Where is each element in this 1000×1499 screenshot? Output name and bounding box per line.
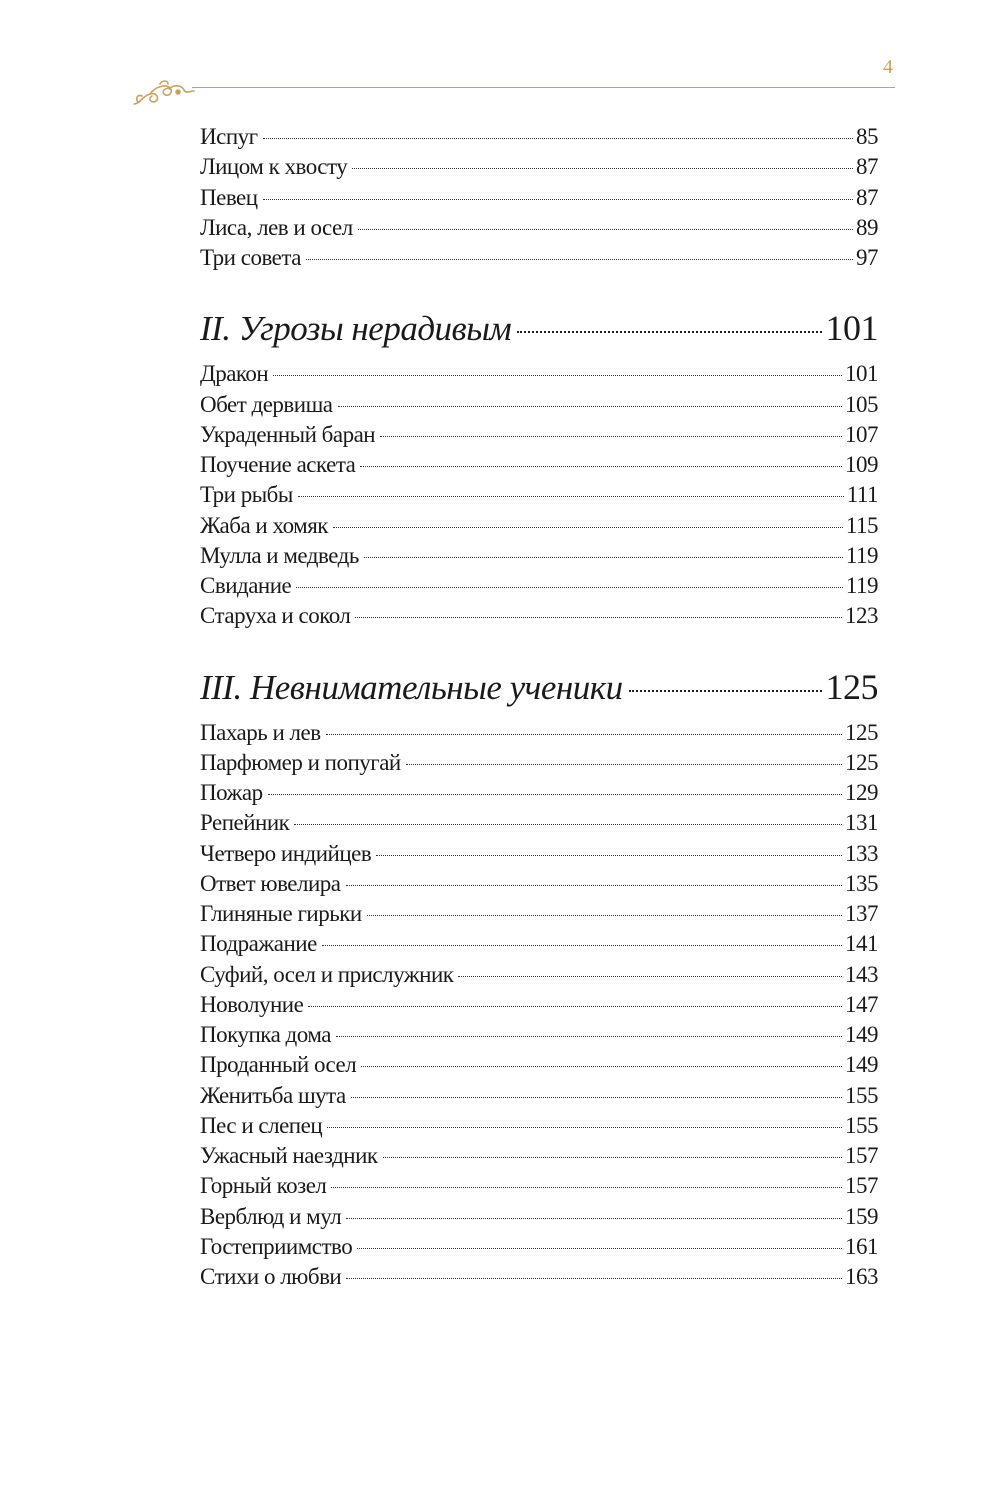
toc-entry[interactable] — [200, 1111, 878, 1141]
dot-leader — [517, 331, 821, 333]
toc-entry-page: 85 — [856, 124, 878, 149]
toc-entry-page: 125 — [845, 719, 878, 745]
dot-leader — [346, 1218, 842, 1219]
toc-entry-title: Горный козел — [200, 1173, 327, 1199]
toc-entry-page: 131 — [845, 810, 878, 836]
spacer — [200, 350, 878, 359]
toc-entry-title: Глиняные гирьки — [200, 901, 362, 926]
toc-entry-title: Парфюмер и попугай — [200, 749, 401, 775]
toc-entry-page: 109 — [845, 452, 878, 477]
header-rule — [192, 87, 895, 88]
toc-entry-page: 161 — [845, 1233, 878, 1259]
toc-entry-title: Мулла и медведь — [200, 542, 359, 568]
toc-entry-title: Лицом к хвосту — [200, 154, 348, 180]
toc-entry-page: 97 — [856, 245, 878, 270]
toc-entry-title: Пожар — [200, 780, 263, 805]
dot-leader — [352, 168, 853, 169]
dot-leader — [376, 855, 842, 856]
dot-leader — [361, 1066, 842, 1067]
section-heading[interactable] — [200, 306, 878, 350]
toc-entry-title: Жаба и хомяк — [200, 512, 328, 538]
toc-entry-page: 155 — [845, 1082, 878, 1108]
toc-entry-title: Испуг — [200, 124, 258, 149]
toc-entry[interactable] — [200, 601, 878, 631]
toc-entry-page: 135 — [845, 870, 878, 896]
toc-entry-title: Свидание — [200, 573, 292, 598]
toc-entry-page: 159 — [845, 1203, 878, 1229]
toc-entry[interactable] — [200, 183, 878, 213]
dot-leader — [322, 945, 842, 946]
toc-entry[interactable] — [200, 1141, 878, 1171]
dot-leader — [326, 734, 842, 735]
toc-entry[interactable] — [200, 899, 878, 929]
dot-leader — [273, 375, 842, 376]
dot-leader — [333, 527, 843, 528]
toc-entry-page: 107 — [845, 421, 878, 447]
toc-entry[interactable] — [200, 390, 878, 420]
toc-entry-title: Старуха и сокол — [200, 603, 351, 629]
toc-entry-title: Ответ ювелира — [200, 870, 341, 896]
spacer — [200, 632, 878, 665]
spacer — [200, 273, 878, 306]
dot-leader — [355, 617, 842, 618]
section-heading[interactable] — [200, 665, 878, 709]
toc-entry-title: Подражание — [200, 931, 317, 957]
toc-entry-page: 157 — [845, 1143, 878, 1168]
toc-entry-title: Дракон — [200, 361, 269, 387]
dot-leader — [364, 557, 843, 558]
toc-entry-page: 115 — [845, 512, 878, 538]
toc-entry-page: 133 — [845, 840, 878, 866]
toc-entry-title: Три совета — [200, 245, 301, 270]
toc-entry[interactable] — [200, 778, 878, 808]
dot-leader — [346, 885, 842, 886]
toc-entry[interactable] — [200, 1050, 878, 1080]
toc-entry-title: Певец — [200, 184, 258, 210]
section-page: 125 — [825, 666, 878, 707]
dot-leader — [360, 466, 842, 467]
toc-entry-page: 87 — [856, 184, 878, 210]
toc-entry[interactable] — [200, 1081, 878, 1111]
toc-entry[interactable] — [200, 990, 878, 1020]
toc-entry-title: Репейник — [200, 810, 290, 836]
toc-entry-page: 119 — [845, 542, 878, 568]
dot-leader — [306, 259, 853, 260]
toc-entry-title: Новолуние — [200, 991, 304, 1017]
toc-entry[interactable] — [200, 929, 878, 959]
toc-entry-title: Пес и слепец — [200, 1112, 323, 1138]
dot-leader — [263, 199, 853, 200]
dot-leader — [336, 1036, 842, 1037]
toc-entry-page: 111 — [846, 482, 878, 508]
toc-entry-page: 157 — [845, 1173, 878, 1199]
dot-leader — [367, 915, 842, 916]
toc-entry-page: 87 — [856, 154, 878, 180]
toc-entry[interactable] — [200, 511, 878, 541]
toc-entry-page: 129 — [845, 780, 878, 805]
dot-leader — [357, 1248, 842, 1249]
toc-entry[interactable] — [200, 808, 878, 838]
toc-entry[interactable] — [200, 152, 878, 182]
toc-entry[interactable] — [200, 748, 878, 778]
dot-leader — [308, 1006, 842, 1007]
toc-entry[interactable] — [200, 1262, 878, 1292]
toc-entry-title: Лиса, лев и осел — [200, 214, 353, 240]
toc-entry-page: 155 — [845, 1112, 878, 1138]
dot-leader — [380, 436, 842, 437]
toc-entry[interactable] — [200, 541, 878, 571]
dot-leader — [296, 587, 843, 588]
dot-leader — [351, 1097, 842, 1098]
toc-entry-title: Поучение аскета — [200, 452, 356, 477]
toc-entry[interactable] — [200, 480, 878, 510]
toc-entry-page: 147 — [845, 991, 878, 1017]
dot-leader — [383, 1157, 842, 1158]
dot-leader — [268, 794, 842, 795]
section-page: 101 — [825, 308, 878, 349]
section-title: II. Угрозы нерадивым — [200, 309, 512, 349]
toc-entry[interactable] — [200, 1232, 878, 1262]
intro-entries — [200, 122, 878, 273]
toc-entry-title: Проданный осел — [200, 1052, 357, 1078]
toc-entry[interactable] — [200, 869, 878, 899]
toc-entry[interactable] — [200, 213, 878, 243]
dot-leader — [338, 406, 842, 407]
toc-entry-title: Стихи о любви — [200, 1264, 342, 1289]
toc-entry-page: 101 — [845, 361, 878, 387]
toc-entry-title: Покупка дома — [200, 1022, 331, 1047]
toc-entry[interactable] — [200, 571, 878, 601]
toc-entry-title: Суфий, осел и прислужник — [200, 961, 454, 987]
toc-entry-page: 89 — [856, 214, 878, 240]
dot-leader — [458, 976, 842, 977]
toc-entry[interactable] — [200, 1020, 878, 1050]
toc-entry[interactable] — [200, 450, 878, 480]
toc-entry-page: 137 — [845, 901, 878, 926]
toc-entry-title: Украденный баран — [200, 421, 376, 447]
toc-entry[interactable] — [200, 420, 878, 450]
dot-leader — [263, 138, 853, 139]
page-number: 4 — [883, 56, 893, 78]
section-title: III. Невнимательные ученики — [200, 667, 623, 707]
toc-entry-title: Женитьба шута — [200, 1082, 346, 1108]
dot-leader — [358, 229, 853, 230]
page-header — [130, 56, 895, 108]
toc-entry[interactable] — [200, 122, 878, 152]
flourish-icon — [130, 76, 200, 113]
toc-entry[interactable] — [200, 839, 878, 869]
toc-entry-title: Ужасный наездник — [200, 1143, 378, 1168]
dot-leader — [629, 690, 822, 692]
table-of-contents — [200, 122, 878, 1292]
spacer — [200, 709, 878, 718]
toc-entry-page: 125 — [845, 749, 878, 775]
dot-leader — [298, 496, 844, 497]
toc-entry-title: Обет дервиша — [200, 391, 333, 417]
toc-entry-page: 149 — [845, 1052, 878, 1078]
toc-entry-page: 143 — [845, 961, 878, 987]
toc-entry-page: 149 — [845, 1022, 878, 1047]
toc-entry[interactable] — [200, 359, 878, 389]
toc-entry-title: Верблюд и мул — [200, 1203, 342, 1229]
toc-entry-page: 163 — [845, 1264, 878, 1289]
toc-entry-page: 141 — [845, 931, 878, 957]
dot-leader — [331, 1187, 842, 1188]
toc-entry[interactable] — [200, 960, 878, 990]
toc-entry-title: Пахарь и лев — [200, 719, 321, 745]
dot-leader — [327, 1127, 842, 1128]
toc-entry-page: 119 — [845, 573, 878, 598]
toc-entry[interactable] — [200, 243, 878, 273]
toc-entry[interactable] — [200, 1171, 878, 1201]
dot-leader — [294, 824, 842, 825]
toc-entry-title: Гостеприимство — [200, 1233, 353, 1259]
toc-entry-page: 105 — [845, 391, 878, 417]
toc-entry-title: Три рыбы — [200, 482, 293, 508]
toc-entry-page: 123 — [845, 603, 878, 629]
toc-entry[interactable] — [200, 1202, 878, 1232]
dot-leader — [346, 1278, 842, 1279]
dot-leader — [406, 764, 842, 765]
toc-entry-title: Четверо индийцев — [200, 840, 372, 866]
toc-entry[interactable] — [200, 718, 878, 748]
sections — [200, 273, 878, 1292]
